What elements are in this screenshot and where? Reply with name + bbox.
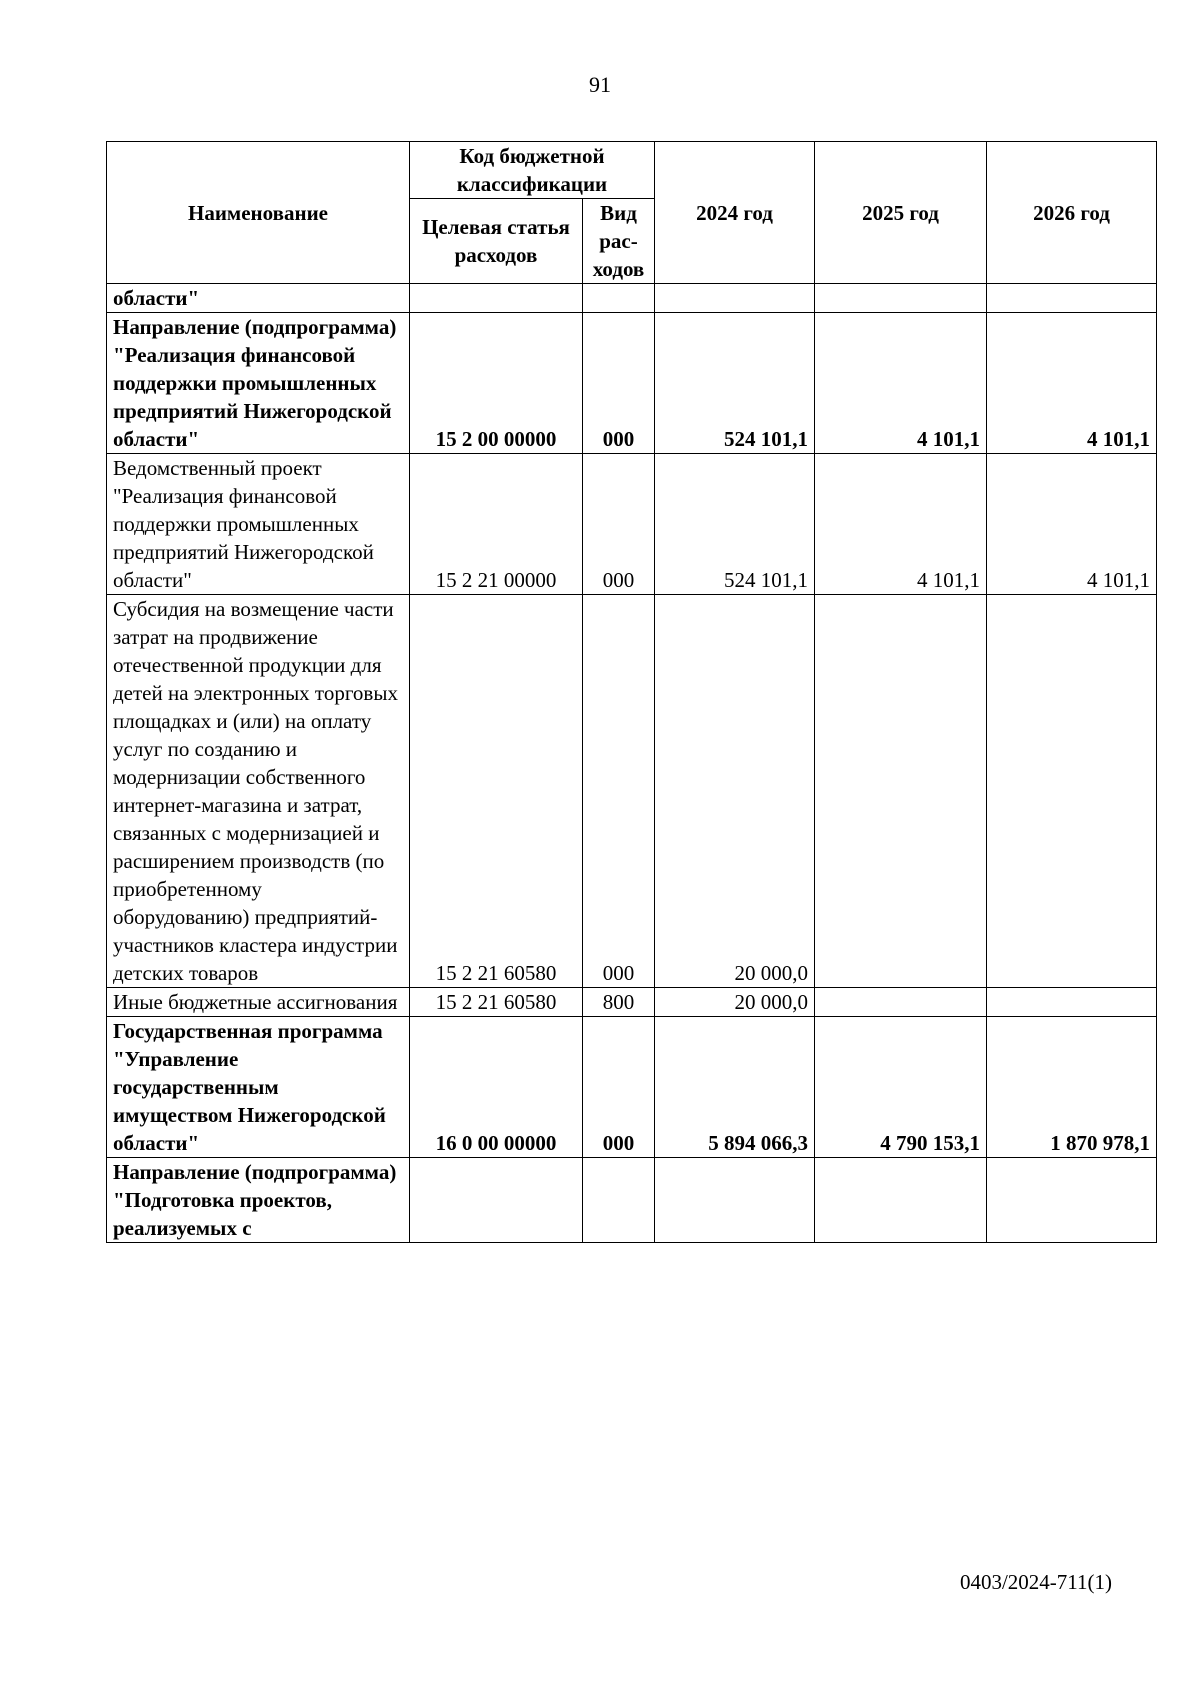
cell-year-2025 bbox=[815, 595, 987, 988]
header-year-2026: 2026 год bbox=[987, 142, 1157, 284]
cell-year-2024: 524 101,1 bbox=[655, 313, 815, 454]
header-budget-code: Код бюджетной классификации bbox=[410, 142, 655, 199]
table-row bbox=[107, 988, 1157, 1017]
cell-year-2024: 524 101,1 bbox=[655, 454, 815, 595]
cell-year-2025: 4 101,1 bbox=[815, 454, 987, 595]
cell-name: Ведомственный проект "Реализация финансовой поддержки промышленных предприятий Нижегородской области" bbox=[107, 454, 410, 595]
cell-name: Иные бюджетные ассигнования bbox=[107, 988, 410, 1017]
cell-year-2024: 20 000,0 bbox=[655, 988, 815, 1017]
table-body bbox=[107, 284, 1157, 1243]
cell-year-2025: 4 790 153,1 bbox=[815, 1017, 987, 1158]
header-name: Наименование bbox=[107, 142, 410, 284]
cell-target-article: 15 2 00 00000 bbox=[410, 313, 583, 454]
cell-year-2026: 1 870 978,1 bbox=[987, 1017, 1157, 1158]
table-row bbox=[107, 1017, 1157, 1158]
cell-name: Направление (подпрограмма) "Реализация финансовой поддержки промышленных предприятий Нижегородской области" bbox=[107, 313, 410, 454]
header-target-article: Целевая статья расходов bbox=[410, 199, 583, 284]
budget-table bbox=[106, 141, 1157, 1243]
header-year-2024: 2024 год bbox=[655, 142, 815, 284]
document-code: 0403/2024-711(1) bbox=[959, 1570, 1112, 1594]
cell-target-article: 15 2 21 60580 bbox=[410, 988, 583, 1017]
cell-year-2026 bbox=[987, 595, 1157, 988]
cell-target-article bbox=[410, 284, 583, 313]
cell-name: области" bbox=[107, 284, 410, 313]
cell-expense-kind bbox=[583, 284, 655, 313]
cell-year-2026: 4 101,1 bbox=[987, 313, 1157, 454]
cell-year-2025 bbox=[815, 988, 987, 1017]
table-row bbox=[107, 284, 1157, 313]
page-number: 91 bbox=[589, 72, 611, 97]
cell-expense-kind bbox=[583, 1158, 655, 1243]
cell-name: Государственная программа "Управление государственным имуществом Нижегородской области" bbox=[107, 1017, 410, 1158]
cell-name: Направление (подпрограмма) "Подготовка проектов, реализуемых с bbox=[107, 1158, 410, 1243]
cell-year-2024 bbox=[655, 1158, 815, 1243]
header-expense-kind: Вид рас-ходов bbox=[583, 199, 655, 284]
cell-year-2025 bbox=[815, 284, 987, 313]
cell-year-2025: 4 101,1 bbox=[815, 313, 987, 454]
cell-expense-kind: 000 bbox=[583, 454, 655, 595]
table-row bbox=[107, 454, 1157, 595]
cell-name: Субсидия на возмещение части затрат на продвижение отечественной продукции для детей на электронных торговых площадках и (или) на оплату услуг по созданию и модернизации собственного интернет-магазина и затрат, связанных с модернизацией и расширением производств (по приобретенному оборудованию) предприятий-участников кластера индустрии детских товаров bbox=[107, 595, 410, 988]
table-row bbox=[107, 1158, 1157, 1243]
cell-year-2024: 5 894 066,3 bbox=[655, 1017, 815, 1158]
header-year-2025: 2025 год bbox=[815, 142, 987, 284]
cell-year-2026 bbox=[987, 988, 1157, 1017]
cell-target-article: 16 0 00 00000 bbox=[410, 1017, 583, 1158]
cell-year-2024 bbox=[655, 284, 815, 313]
cell-expense-kind: 000 bbox=[583, 313, 655, 454]
cell-expense-kind: 800 bbox=[583, 988, 655, 1017]
cell-year-2025 bbox=[815, 1158, 987, 1243]
cell-year-2026: 4 101,1 bbox=[987, 454, 1157, 595]
cell-expense-kind: 000 bbox=[583, 595, 655, 988]
cell-year-2026 bbox=[987, 284, 1157, 313]
cell-year-2024: 20 000,0 bbox=[655, 595, 815, 988]
cell-target-article bbox=[410, 1158, 583, 1243]
cell-target-article: 15 2 21 00000 bbox=[410, 454, 583, 595]
cell-year-2026 bbox=[987, 1158, 1157, 1243]
cell-target-article: 15 2 21 60580 bbox=[410, 595, 583, 988]
table-row bbox=[107, 595, 1157, 988]
cell-expense-kind: 000 bbox=[583, 1017, 655, 1158]
table-row bbox=[107, 313, 1157, 454]
